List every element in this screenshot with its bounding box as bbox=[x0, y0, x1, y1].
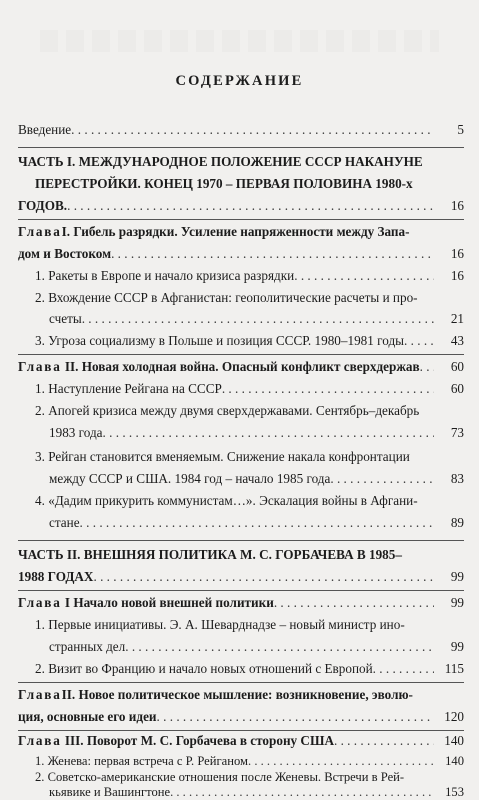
dot-leader bbox=[404, 330, 434, 352]
page-number: 140 bbox=[444, 733, 464, 748]
dot-leader bbox=[67, 195, 434, 217]
entry-text: 3. Угроза социализму в Польше и позиция СССР. 1980–1981 годы bbox=[35, 333, 405, 348]
dot-leader bbox=[82, 308, 434, 330]
dot-leader bbox=[420, 356, 434, 378]
dot-leader bbox=[274, 592, 434, 614]
entry-text: кьявике и Вашингтоне bbox=[49, 785, 171, 799]
toc-entry-section bbox=[35, 658, 464, 680]
toc-entry-section bbox=[49, 636, 464, 658]
entry-text: 1983 года bbox=[49, 425, 103, 440]
part-heading-line: ЧАСТЬ II. ВНЕШНЯЯ ПОЛИТИКА М. С. ГОРБАЧЕВА В 1985– bbox=[18, 547, 402, 562]
toc-entry-chapter bbox=[18, 706, 464, 728]
section-line: 3. Рейган становится вменяемым. Снижение накала конфронтации bbox=[35, 449, 410, 464]
toc-entry-section bbox=[49, 785, 464, 800]
chapter-prefix: Глава bbox=[18, 687, 62, 702]
toc-entry-section bbox=[35, 330, 464, 352]
entry-text: стане bbox=[49, 515, 80, 530]
chapter-prefix: Глава bbox=[18, 224, 62, 239]
toc-entry-chapter bbox=[18, 243, 464, 265]
toc-entry-part1 bbox=[18, 195, 464, 217]
toc-entry-chapter bbox=[18, 730, 464, 752]
divider bbox=[18, 682, 464, 683]
page-number: 16 bbox=[450, 246, 464, 261]
entry-text: 2. Визит во Францию и начало новых отношений с Европой bbox=[35, 661, 373, 676]
toc-entry-section bbox=[49, 422, 464, 444]
entry-text: 1. Женева: первая встреча с Р. Рейганом bbox=[35, 754, 249, 768]
toc-entry-part2 bbox=[18, 566, 464, 588]
chapter-title: I Начало новой внешней политики bbox=[61, 595, 274, 610]
chapter-title: III. Поворот М. С. Горбачева в сторону США bbox=[61, 733, 334, 748]
page-number: 99 bbox=[450, 639, 464, 654]
divider bbox=[18, 540, 464, 541]
page-number: 5 bbox=[457, 122, 464, 137]
toc-entry-section bbox=[49, 468, 464, 490]
toc-entry-intro bbox=[18, 119, 464, 141]
entry-text: счеты bbox=[49, 311, 82, 326]
chapter-title: I. Гибель разрядки. Усиление напряженности между Запа- bbox=[61, 224, 410, 239]
entry-text: ГОДОВ. bbox=[18, 198, 68, 213]
page-number: 60 bbox=[450, 381, 464, 396]
chapter-prefix: Глава bbox=[18, 359, 62, 374]
chapter-heading-line bbox=[18, 684, 413, 706]
dot-leader bbox=[93, 566, 434, 588]
chapter-title: II. Новая холодная война. Опасный конфликт сверхдержав bbox=[61, 359, 420, 374]
dot-leader bbox=[222, 378, 434, 400]
entry-text: 1988 ГОДАХ bbox=[18, 569, 94, 584]
divider bbox=[18, 219, 464, 220]
dot-leader bbox=[125, 636, 434, 658]
divider bbox=[18, 354, 464, 355]
divider bbox=[18, 590, 464, 591]
entry-text: между СССР и США. 1984 год – начало 1985 года bbox=[49, 471, 331, 486]
page-number: 99 bbox=[450, 569, 464, 584]
dot-leader bbox=[248, 750, 434, 772]
page-number: 89 bbox=[450, 515, 464, 530]
page-number: 43 bbox=[450, 333, 464, 348]
dot-leader bbox=[170, 785, 434, 800]
page-number: 60 bbox=[450, 359, 464, 374]
toc-entry-chapter bbox=[18, 592, 464, 614]
dot-leader bbox=[294, 265, 434, 287]
dot-leader bbox=[111, 243, 434, 265]
chapter-title: II. Новое политическое мышление: возникновение, эволю- bbox=[61, 687, 413, 702]
entry-text: 1. Наступление Рейгана на СССР bbox=[35, 381, 222, 396]
entry-text: Введение bbox=[18, 122, 72, 137]
toc-entry-section bbox=[35, 750, 464, 772]
page-number: 21 bbox=[450, 311, 464, 326]
page-number: 73 bbox=[450, 425, 464, 440]
page-number: 140 bbox=[445, 754, 464, 768]
page-number: 16 bbox=[450, 268, 464, 283]
page-number: 83 bbox=[450, 471, 464, 486]
dot-leader bbox=[157, 706, 434, 728]
toc-entry-section bbox=[35, 265, 464, 287]
section-line: 4. «Дадим прикурить коммунистам…». Эскалация войны в Афгани- bbox=[35, 493, 418, 508]
page-title: СОДЕРЖАНИЕ bbox=[175, 73, 304, 89]
chapter-heading-line bbox=[18, 221, 410, 243]
chapter-prefix: Глава bbox=[18, 733, 62, 748]
divider bbox=[18, 147, 464, 148]
section-line: 2. Вхождение СССР в Афганистан: геополитические расчеты и про- bbox=[35, 290, 418, 305]
page-number: 120 bbox=[444, 709, 464, 724]
section-line: 2. Советско-американские отношения после Женевы. Встречи в Рей- bbox=[35, 770, 405, 784]
entry-text: дом и Востоком bbox=[18, 246, 112, 261]
dot-leader bbox=[334, 730, 434, 752]
page-number: 16 bbox=[450, 198, 464, 213]
page-number: 115 bbox=[444, 661, 464, 676]
entry-text: странных дел bbox=[49, 639, 126, 654]
page-number: 153 bbox=[445, 785, 464, 799]
toc-entry-chapter bbox=[18, 356, 464, 378]
toc-entry-section bbox=[49, 512, 464, 534]
toc-entry-section bbox=[49, 308, 464, 330]
entry-text: 1. Ракеты в Европе и начало кризиса разрядки bbox=[35, 268, 295, 283]
page-number: 99 bbox=[450, 595, 464, 610]
entry-text: ция, основные его идеи bbox=[18, 709, 157, 724]
dot-leader bbox=[71, 119, 434, 141]
dot-leader bbox=[330, 468, 434, 490]
dot-leader bbox=[373, 658, 434, 680]
part-heading-line: ЧАСТЬ I. МЕЖДУНАРОДНОЕ ПОЛОЖЕНИЕ СССР НАКАНУНЕ bbox=[18, 154, 423, 169]
section-line: 2. Апогей кризиса между двумя сверхдержавами. Сентябрь–декабрь bbox=[35, 403, 420, 418]
toc-entry-section bbox=[35, 378, 464, 400]
chapter-prefix: Глава bbox=[18, 595, 62, 610]
section-line: 1. Первые инициативы. Э. А. Шеварднадзе – новый министр ино- bbox=[35, 617, 405, 632]
dot-leader bbox=[80, 512, 434, 534]
part-heading-line: ПЕРЕСТРОЙКИ. КОНЕЦ 1970 – ПЕРВАЯ ПОЛОВИНА 1980-х bbox=[35, 176, 413, 191]
dot-leader bbox=[103, 422, 434, 444]
